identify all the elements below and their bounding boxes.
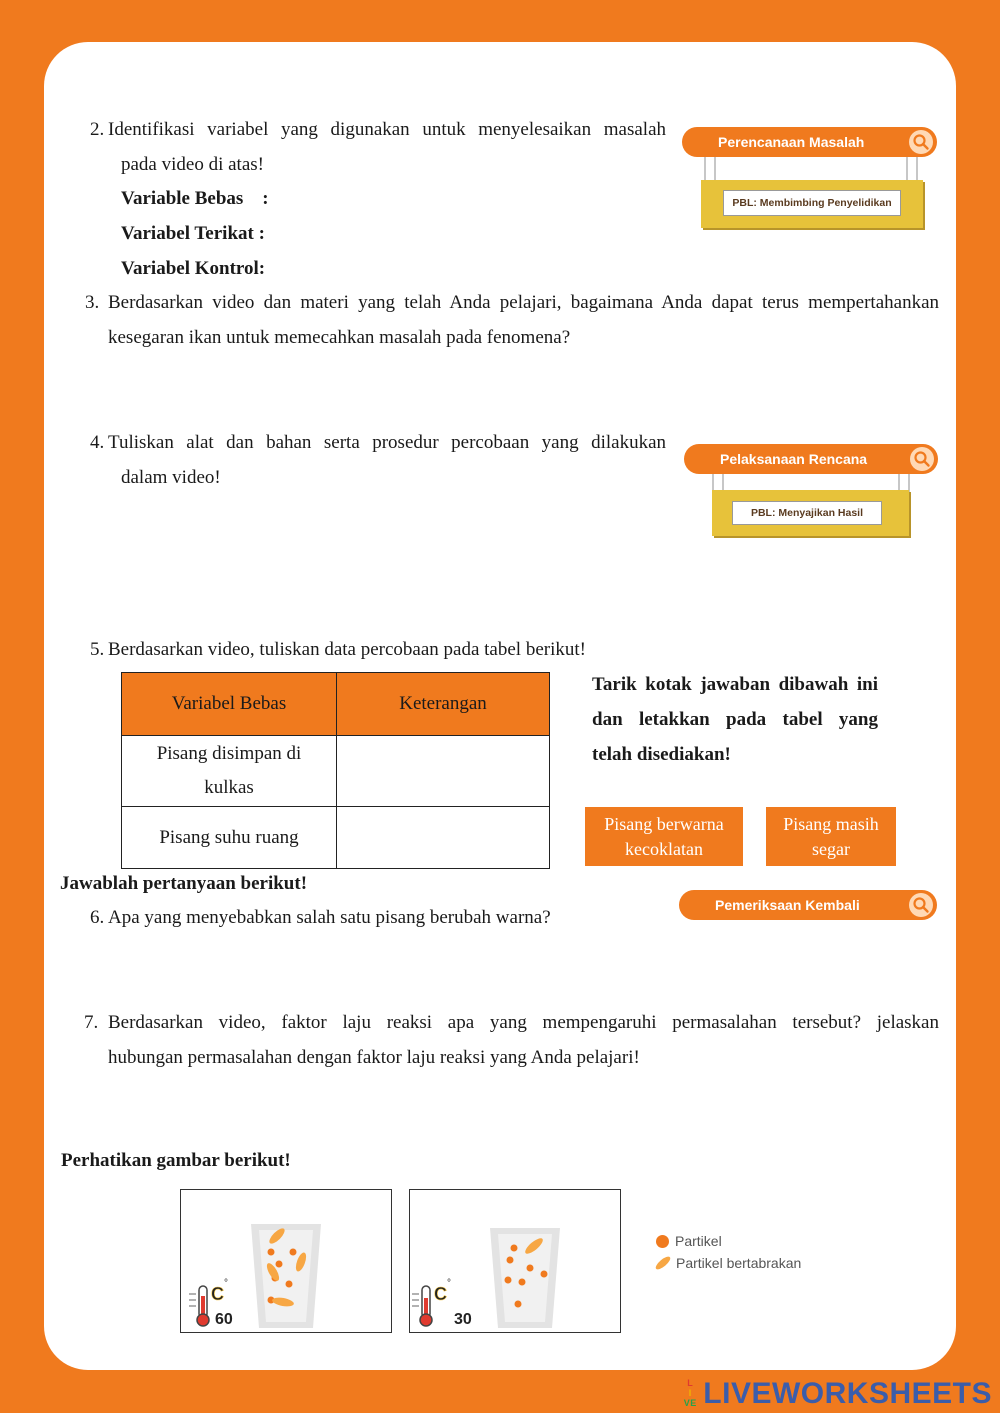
magnifier-icon [909,893,933,917]
degree-sign: ° [224,1278,228,1289]
drag-option-line: Pisang berwarna [604,813,724,834]
pbl-sign [701,180,923,228]
figure-60c [180,1189,392,1333]
unit-label: C [211,1284,224,1304]
banner-title: Perencanaan Masalah [718,134,865,150]
q7-number: 7. [84,1012,99,1033]
banner-title: Pemeriksaan Kembali [715,897,860,913]
q3-number: 3. [85,292,100,313]
legend-collision-label: Partikel bertabrakan [676,1255,802,1271]
legend-particle [656,1233,722,1249]
table-cell-line: kulkas [204,777,254,798]
particle-icon [656,1235,669,1248]
pbl-sign [712,490,909,536]
table-cell-line: Pisang disimpan di [156,743,302,764]
answer-heading: Jawablah pertanyaan berikut! [60,873,308,894]
table-row [122,736,550,807]
q7-line1: Berdasarkan video, faktor laju reaksi apa yang mempengaruhi permasalahan tersebut? jelaskan [108,1012,939,1033]
table-cell [122,736,337,807]
q2-var-kontrol: Variabel Kontrol: [121,258,266,279]
table-row [122,807,550,869]
drag-option-line: Pisang masih [783,813,879,834]
q6-text: Apa yang menyebabkan salah satu pisang berubah warna? [108,907,551,928]
q5-number: 5. [90,639,105,660]
q2-line2: pada video di atas! [121,154,264,175]
table-header-row [122,673,550,736]
beaker-illustration [181,1190,391,1332]
q5-text: Berdasarkan video, tuliskan data percobaan pada tabel berikut! [108,639,586,660]
drag-option-line: segar [812,838,850,859]
beaker-illustration [410,1190,620,1332]
legend-particle-label: Partikel [675,1233,722,1249]
figure-heading: Perhatikan gambar berikut! [61,1150,291,1171]
degree-sign: ° [447,1278,451,1289]
magnifier-icon [910,447,934,471]
q6-number: 6. [90,907,105,928]
magnifier-icon [909,130,933,154]
pelaksanaan-rencana-banner [684,444,938,474]
pbl-sign-label: PBL: Menyajikan Hasil [732,501,882,525]
figure-30c [409,1189,621,1333]
q2-line1: Identifikasi variabel yang digunakan untuk menyelesaikan masalah [108,119,666,140]
temperature-value: 60 [215,1311,233,1328]
q4-number: 4. [90,432,105,453]
table-header: Keterangan [337,673,550,736]
thermometer-icon [189,1286,209,1326]
q7-line2: hubungan permasalahan dengan faktor laju reaksi yang Anda pelajari! [108,1047,640,1068]
instruction-line2: dan letakkan pada tabel yang [592,709,878,730]
q2-var-bebas: Variable Bebas : [121,188,269,209]
data-table [121,672,550,869]
collision-icon [654,1255,672,1271]
liveworksheets-logo [679,1377,992,1411]
drag-option-segar[interactable] [766,807,896,866]
perencanaan-masalah-banner [682,127,937,157]
drop-zone[interactable] [337,807,550,869]
drop-zone[interactable] [337,736,550,807]
q3-line1: Berdasarkan video dan materi yang telah Anda pelajari, bagaimana Anda dapat terus mempertahankan [108,292,939,313]
temperature-value: 30 [454,1311,472,1328]
drag-option-line: kecoklatan [625,838,703,859]
unit-label: C [434,1284,447,1304]
live-badge-icon: L I VE [683,1378,697,1408]
legend-collision [654,1255,801,1271]
table-cell: Pisang suhu ruang [122,807,337,869]
thermometer-icon [412,1286,432,1326]
banner-title: Pelaksanaan Rencana [720,451,868,467]
q2-var-terikat: Variabel Terikat : [121,223,265,244]
pbl-sign-label: PBL: Membimbing Penyelidikan [723,190,901,216]
instruction-line3: telah disediakan! [592,744,731,765]
brand-text: LIVEWORKSHEETS [703,1377,992,1410]
q3-line2: kesegaran ikan untuk memecahkan masalah pada fenomena? [108,327,571,348]
table-header: Variabel Bebas [122,673,337,736]
drag-option-kecoklatan[interactable] [585,807,743,866]
q4-line1: Tuliskan alat dan bahan serta prosedur percobaan yang dilakukan [108,432,666,453]
q4-line2: dalam video! [121,467,221,488]
q2-number: 2. [90,119,105,140]
pemeriksaan-kembali-banner [679,890,937,920]
instruction-line1: Tarik kotak jawaban dibawah ini [592,674,878,695]
